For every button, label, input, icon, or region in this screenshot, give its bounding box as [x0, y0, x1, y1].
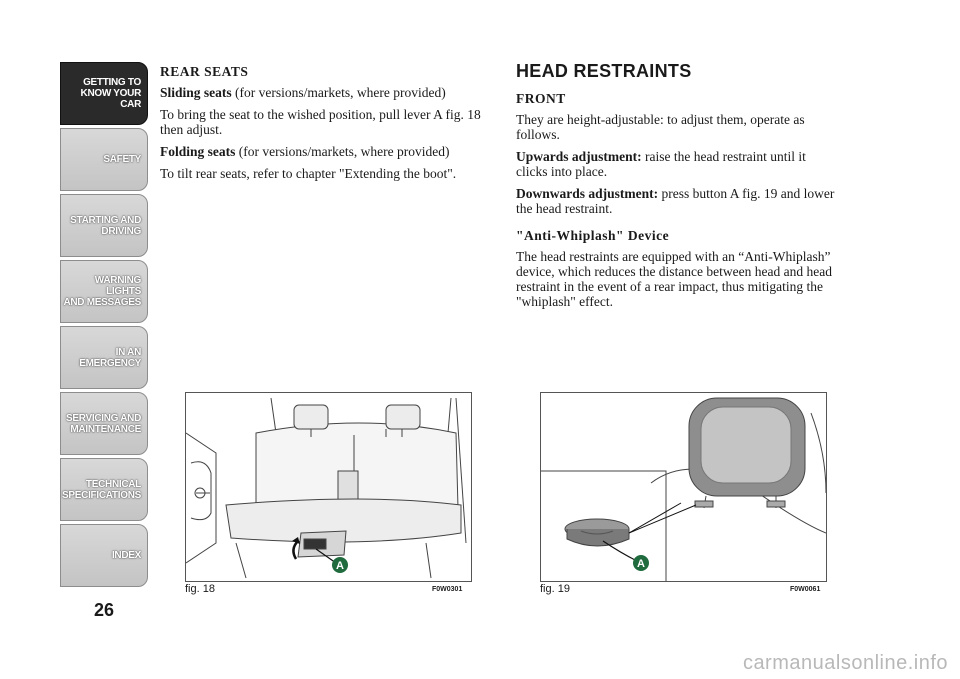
paragraph: They are height-adjustable: to adjust them, operate as follows.	[516, 112, 805, 142]
figure-code: F0W0061	[790, 586, 821, 593]
paragraph-text: (for versions/markets, where provided)	[231, 85, 446, 100]
tab-servicing[interactable]	[60, 392, 148, 455]
tab-getting-to-know[interactable]	[60, 62, 148, 125]
figure-caption: fig. 19	[540, 583, 570, 595]
tab-starting-driving[interactable]	[60, 194, 148, 257]
paragraph	[160, 144, 500, 159]
paragraph	[160, 85, 500, 100]
tab-emergency[interactable]	[60, 326, 148, 389]
rear-seat-illustration	[185, 392, 472, 582]
head-restraint-illustration	[540, 392, 827, 582]
head-restraint-drawing	[541, 393, 826, 581]
tab-technical-specs[interactable]	[60, 458, 148, 521]
head-restraints-section	[516, 61, 836, 316]
section-heading: REAR SEATS	[160, 64, 249, 79]
device-heading: "Anti-Whiplash" Device	[516, 228, 670, 243]
paragraph	[516, 149, 836, 179]
paragraph	[516, 186, 836, 216]
tab-index[interactable]	[60, 524, 148, 587]
bold-term: Downwards adjustment:	[516, 186, 659, 201]
tab-label: STARTING AND DRIVING	[70, 214, 141, 237]
callout-a-label: A	[637, 558, 645, 570]
figure-code: F0W0301	[432, 586, 463, 593]
rear-seats-section	[160, 64, 500, 188]
paragraph: To tilt rear seats, refer to chapter "Extending the boot".	[160, 166, 457, 181]
paragraph: To bring the seat to the wished position, pull lever A fig. 18 then adjust.	[160, 107, 481, 137]
tab-label: GETTING TO KNOW YOUR CAR	[80, 77, 141, 110]
rear-seat-drawing	[186, 393, 471, 581]
figure-caption: fig. 18	[185, 583, 215, 595]
tab-label: INDEX	[111, 550, 141, 561]
tab-label: SERVICING AND MAINTENANCE	[65, 412, 141, 435]
paragraph-text: press button A fig. 19 and lower the head restraint.	[516, 186, 835, 216]
tab-label: TECHNICAL SPECIFICATIONS	[62, 478, 141, 501]
watermark-footer: carmanualsonline.info	[742, 652, 948, 674]
tab-label: IN AN EMERGENCY	[79, 346, 141, 369]
section-subheading: FRONT	[516, 91, 566, 106]
tab-label: WARNING LIGHTS AND MESSAGES	[63, 275, 141, 308]
bold-term: Folding seats	[160, 144, 236, 159]
tab-warning-lights[interactable]	[60, 260, 148, 323]
tab-safety[interactable]	[60, 128, 148, 191]
tab-label: SAFETY	[103, 154, 141, 165]
paragraph: The head restraints are equipped with an “Anti-Whiplash” device, which reduces the distance between head and head restraint in the event of a rear impact, thus mitigating the "whiplash" effect.	[516, 249, 832, 309]
callout-a-label: A	[336, 560, 344, 572]
bold-term: Sliding seats	[160, 85, 232, 100]
page-title: HEAD RESTRAINTS	[516, 61, 692, 81]
chapter-tabs	[60, 62, 148, 590]
lever-arrow-icon	[293, 541, 298, 559]
page-number: 26	[93, 600, 115, 620]
paragraph-text: raise the head restraint until it clicks into place.	[516, 149, 806, 179]
bold-term: Upwards adjustment:	[516, 149, 642, 164]
paragraph-text: (for versions/markets, where provided)	[235, 144, 450, 159]
